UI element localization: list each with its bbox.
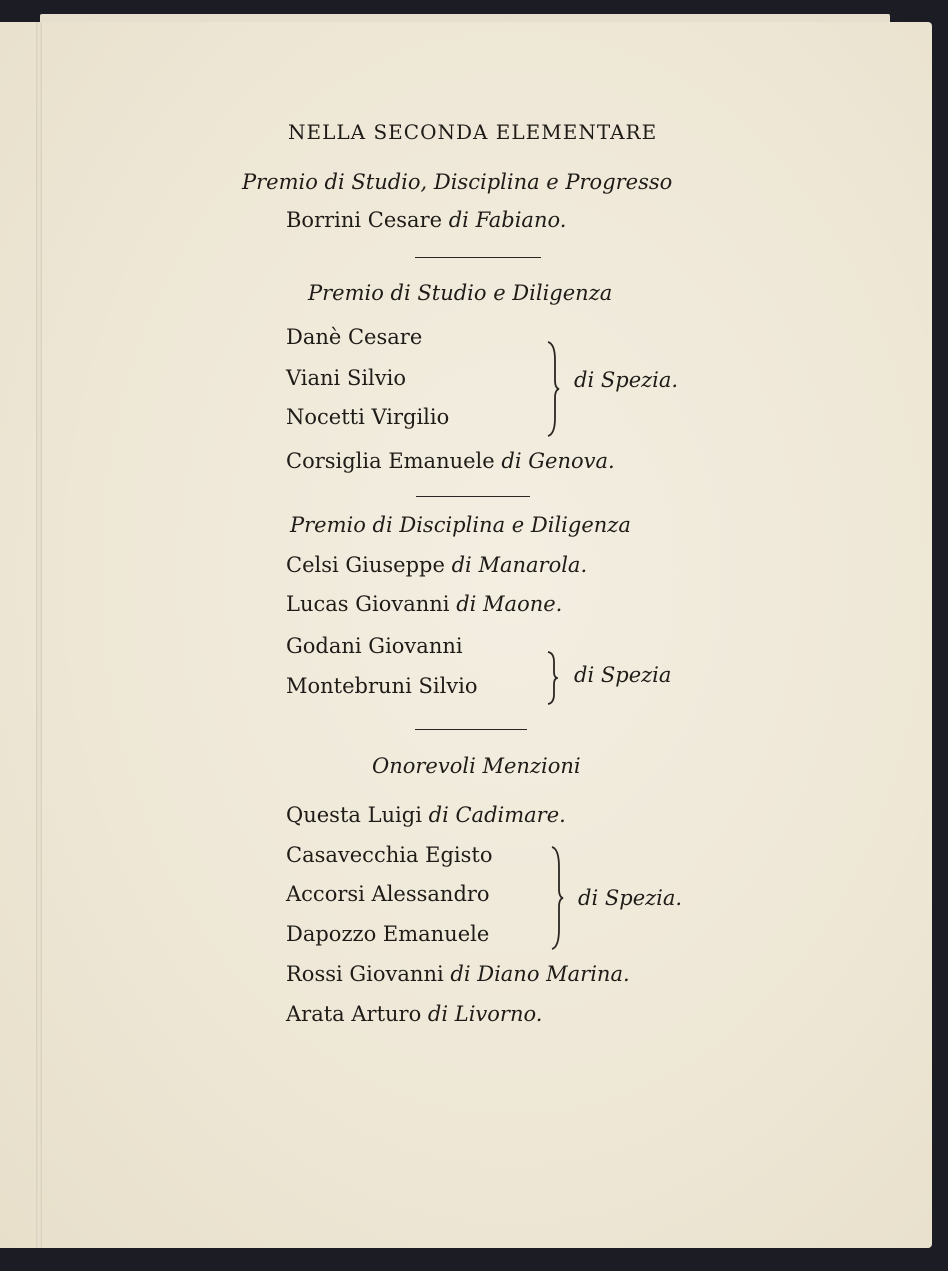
list-item <box>286 962 630 986</box>
section-title-disciplina-diligenza: Premio di Disciplina e Diligenza <box>290 513 631 537</box>
origin-place: Genova. <box>528 449 615 473</box>
student-name: Dapozzo Emanuele <box>286 922 490 946</box>
student-name: Questa Luigi <box>286 803 422 827</box>
group-origin: di Spezia. <box>578 886 683 910</box>
section-divider <box>415 729 527 730</box>
list-item <box>286 553 587 577</box>
origin-place: Fabiano. <box>475 208 567 232</box>
binding-spine <box>36 22 42 1248</box>
origin-prefix: di <box>456 592 477 616</box>
student-name: Corsiglia Emanuele <box>286 449 495 473</box>
student-name: Nocetti Virgilio <box>286 405 450 429</box>
group-origin: di Spezia. <box>574 368 679 392</box>
list-item <box>286 803 566 827</box>
student-name: Montebruni Silvio <box>286 674 478 698</box>
group-origin: di Spezia <box>574 663 672 687</box>
student-name: Godani Giovanni <box>286 634 463 658</box>
origin-place: Cadimare. <box>455 803 566 827</box>
origin-place: Maone. <box>483 592 563 616</box>
student-name: Borrini Cesare <box>286 208 443 232</box>
origin-place: Diano Marina. <box>477 962 630 986</box>
student-name: Casavecchia Egisto <box>286 843 493 867</box>
student-name: Danè Cesare <box>286 325 423 349</box>
list-item <box>286 1002 542 1026</box>
section-divider <box>415 257 541 258</box>
student-name: Accorsi Alessandro <box>286 882 490 906</box>
section-title-onorevoli-menzioni: Onorevoli Menzioni <box>372 754 581 778</box>
origin-prefix: di <box>428 803 449 827</box>
grouping-brace <box>550 845 564 951</box>
origin-prefix: di <box>501 449 522 473</box>
student-name: Celsi Giuseppe <box>286 553 445 577</box>
student-name: Lucas Giovanni <box>286 592 450 616</box>
page-heading: NELLA SECONDA ELEMENTARE <box>288 120 658 144</box>
student-name: Viani Silvio <box>286 366 406 390</box>
origin-prefix: di <box>451 553 472 577</box>
list-item <box>286 449 615 473</box>
origin-place: Livorno. <box>454 1002 543 1026</box>
list-item <box>286 592 562 616</box>
section-title-studio-disciplina-progresso: Premio di Studio, Disciplina e Progresso <box>242 170 673 194</box>
list-item <box>286 208 566 232</box>
origin-prefix: di <box>450 962 471 986</box>
origin-prefix: di <box>427 1002 449 1026</box>
grouping-brace <box>546 340 560 438</box>
grouping-brace <box>546 650 558 706</box>
origin-prefix: di <box>448 208 469 232</box>
student-name: Arata Arturo <box>286 1002 422 1026</box>
origin-place: Manarola. <box>478 553 588 577</box>
section-divider <box>416 496 530 497</box>
student-name: Rossi Giovanni <box>286 962 444 986</box>
section-title-studio-diligenza: Premio di Studio e Diligenza <box>308 281 613 305</box>
paper-page <box>0 22 932 1248</box>
